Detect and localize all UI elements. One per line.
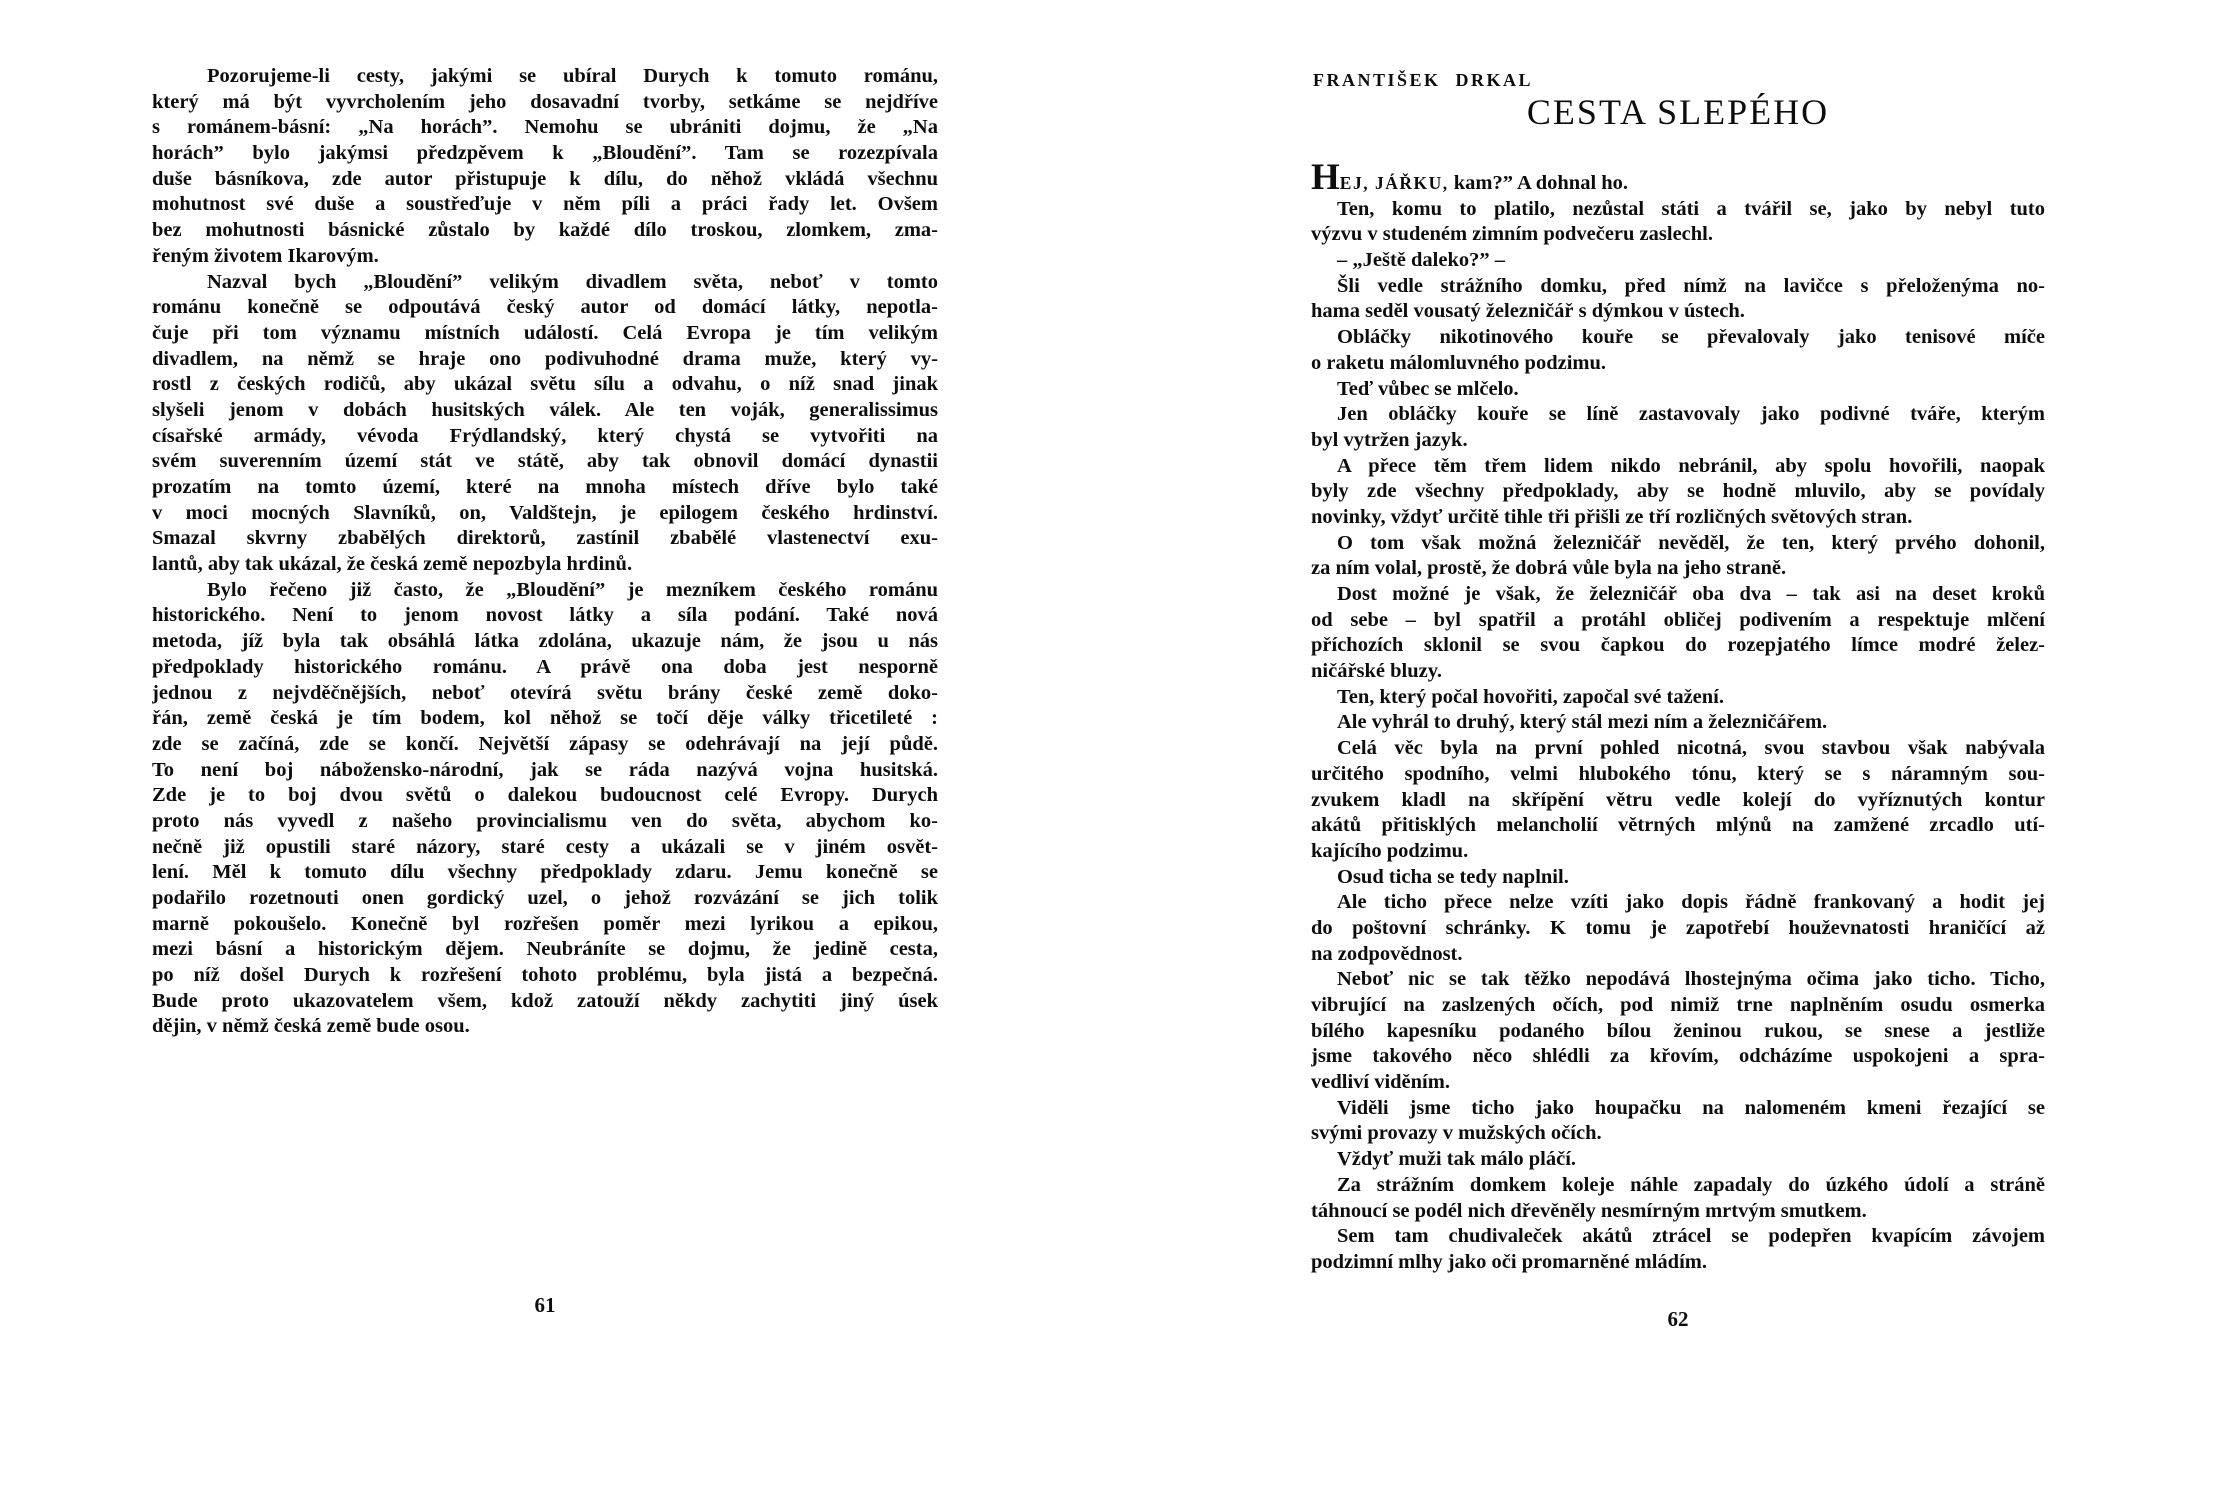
text-line: Sem tam chudivaleček akátů ztrácel se podepřen kvapícím závojem: [1337, 1225, 2045, 1248]
text-line: od sebe – byl spatřil a protáhl obličej podivením a respektuje mlčení: [1311, 608, 2045, 631]
text-line: čuje při tom významu místních událostí. Celá Evropa je tím velikým: [152, 321, 938, 344]
text-line: do poštovní schránky. K tomu je zapotřebí houževnatosti hraničící až: [1311, 916, 2045, 939]
text-line: Bylo řečeno již často, že „Bloudění” je mezníkem českého románu: [207, 578, 938, 601]
text-line: řeným životem Ikarovým.: [152, 244, 379, 267]
opening-initial-cap: H: [1311, 157, 1340, 198]
text-line: Neboť nic se tak těžko nepodává lhostejnýma očima jako ticho. Ticho,: [1337, 968, 2045, 991]
text-line: divadlem, na němž se hraje ono podivuhodné drama muže, který vy-: [152, 347, 938, 370]
left-page-text-column: [152, 64, 938, 1040]
text-line: O tom však možná železničář nevěděl, že ten, který prvého dohonil,: [1337, 531, 2045, 554]
text-line: A přece těm třem lidem nikdo nebránil, aby spolu hovořili, naopak: [1337, 454, 2045, 477]
story-opening-line: [1311, 157, 2045, 198]
text-line: Bude proto ukazovatelem všem, kdož zatouží někdy zachytiti jiný úsek: [152, 989, 938, 1012]
text-line: výzvu v studeném zimním podvečeru zaslechl.: [1311, 223, 1713, 246]
text-line: Obláčky nikotinového kouře se převalovaly jako tenisové míče: [1337, 326, 2045, 349]
text-line: lantů, aby tak ukázal, že česká země nepozbyla hrdinů.: [152, 553, 633, 576]
text-line: vibrující na zaslzených očích, pod nimiž trne naplněním osudu osmerka: [1311, 994, 2045, 1016]
text-line: svém suverenním území stát ve státě, aby tak obnovil domácí dynastii: [152, 450, 938, 473]
text-line: proto nás vyvedl z našeho provincialismu ven do světa, abychom ko-: [152, 809, 938, 832]
text-line: v moci mocných Slavníků, on, Valdštejn, je epilogem českého hrdinství.: [152, 501, 938, 524]
text-line: Šli vedle strážního domku, před nímž na lavičce s přeloženýma no-: [1337, 274, 2045, 297]
text-line: mohutnost své duše a soustřeďuje v něm píli a práci řady let. Ovšem: [152, 193, 938, 216]
text-line: zde se začíná, zde se končí. Největší zápasy se odehrávají na její půdě.: [152, 732, 938, 755]
opening-small-caps: EJ, JÁŘKU,: [1339, 173, 1449, 193]
text-line: svými provazy v mužských očích.: [1311, 1122, 1602, 1145]
right-page-lines: [1311, 197, 2045, 1276]
text-line: Ale vyhrál to druhý, který stál mezi ním a železničářem.: [1337, 711, 1828, 734]
right-page-number: 62: [1667, 1307, 1689, 1331]
text-line: novinky, vždyť určitě tihle tři přišli ze tří rozličných světových stran.: [1311, 505, 1913, 528]
text-line: Osud ticha se tedy naplnil.: [1337, 865, 1569, 888]
text-line: o raketu málomluvného podzimu.: [1311, 351, 1606, 374]
text-line: táhnoucí se podél nich dřevěněly nesmírným mrtvým smutkem.: [1311, 1199, 1867, 1222]
text-line: jsme takového něco shlédli za křovím, odcházíme uspokojeni a spra-: [1311, 1045, 2045, 1068]
text-line: na zodpovědnost.: [1311, 942, 1463, 965]
text-line: císařské armády, vévoda Frýdlandský, který chystá se vytvořiti na: [152, 424, 938, 447]
text-line: Ten, komu to platilo, nezůstal státi a tvářil se, jako by nebyl tuto: [1337, 197, 2045, 220]
text-line: byl vytržen jazyk.: [1311, 428, 1468, 451]
text-line: marně pokoušelo. Konečně byl rozřešen poměr mezi lyrikou a epikou,: [152, 912, 938, 935]
text-line: akátů přitisklých melancholií větrných mlýnů na zamžené zrcadlo utí-: [1311, 814, 2045, 837]
text-line: Za strážním domkem koleje náhle zapadaly do úzkého údolí a stráně: [1337, 1173, 2045, 1196]
text-line: Vždyť muži tak málo pláčí.: [1337, 1148, 1577, 1171]
right-page-text-column: [1311, 157, 2045, 1276]
text-line: Celá věc byla na první pohled nicotná, svou stavbou však nabývala: [1337, 737, 2045, 760]
text-line: lení. Měl k tomuto dílu všechny předpoklady zdaru. Jemu konečně se: [152, 861, 938, 884]
text-line: příchozích sklonil se svou čapkou do rozepjatého límce modré želez-: [1311, 634, 2045, 657]
text-line: slyšeli jenom v dobách husitských válek. Ale ten voják, generalissimus: [152, 398, 938, 421]
text-line: duše básníkova, zde autor přistupuje k dílu, do něhož vkládá všechnu: [152, 167, 938, 190]
text-line: hama seděl vousatý železničář s dýmkou v ústech.: [1311, 300, 1745, 323]
text-line: za ním volal, prostě, že dobrá vůle byla na jeho straně.: [1311, 557, 1787, 580]
text-line: nečně již opustili staré názory, staré cesty a ukázali se v jiném osvět-: [152, 835, 938, 858]
text-line: Zde je to boj dvou světů o dalekou budoucnost celé Evropy. Durych: [152, 784, 938, 807]
text-line: rostl z českých rodičů, aby ukázal světu sílu a odvahu, o níž snad jinak: [152, 373, 938, 396]
text-line: románu konečně se odpoutává český autor od domácí látky, nepotla-: [152, 296, 938, 319]
text-line: Nazval bych „Bloudění” velikým divadlem světa, neboť v tomto: [207, 270, 938, 293]
text-line: byly zde všechny předpoklady, aby se hodně mluvilo, aby se povídaly: [1311, 480, 2045, 503]
text-line: ničářské bluzy.: [1311, 660, 1442, 683]
text-line: metoda, jíž byla tak obsáhlá látka zdolána, ukazuje nám, že jsou u nás: [152, 630, 938, 653]
text-line: který má být vyvrcholením jeho dosavadní tvorby, setkáme se nejdříve: [152, 90, 938, 113]
text-line: mezi básní a historickým dějem. Neubráníte se dojmu, že jedině cesta,: [152, 938, 938, 961]
text-line: vedliví viděním.: [1311, 1071, 1450, 1094]
text-line: podařilo rozetnouti onen gordický uzel, o jehož rozvázání se jich tolik: [152, 887, 938, 909]
author-running-head: FRANTIŠEK DRKAL: [1313, 70, 1534, 90]
text-line: Dost možné je však, že železničář oba dva – tak asi na deset kroků: [1337, 583, 2045, 605]
text-line: To není boj nábožensko-národní, jak se ráda nazývá vojna husitská.: [152, 758, 938, 781]
story-title: CESTA SLEPÉHO: [1526, 92, 1830, 132]
text-line: předpoklady historického románu. A právě ona doba jest nesporně: [152, 655, 938, 678]
text-line: Jen obláčky kouře se líně zastavovaly jako podivné tváře, kterým: [1337, 403, 2045, 426]
text-line: Ale ticho přece nelze vzíti jako dopis řádně frankovaný a hodit jej: [1337, 891, 2045, 914]
text-line: prozatím na tomto území, které na mnoha místech dříve bylo také: [152, 476, 938, 498]
text-line: určitého spodního, velmi hlubokého tónu, který se s náramným sou-: [1311, 762, 2045, 785]
left-page-number: 61: [534, 1293, 556, 1317]
text-line: horách” bylo jakýmsi předzpěvem k „Bloudění”. Tam se rozezpívala: [152, 142, 938, 165]
text-line: Smazal skvrny zbabělých direktorů, zastínil zbabělé vlastenectví exu-: [152, 527, 938, 550]
text-line: podzimní mlhy jako oči promarněné mládím.: [1311, 1250, 1707, 1273]
text-line: s románem-básní: „Na horách”. Nemohu se ubrániti dojmu, že „Na: [152, 116, 938, 139]
text-line: Teď vůbec se mlčelo.: [1337, 377, 1519, 400]
text-line: – „Ještě daleko?” –: [1337, 249, 1505, 272]
text-line: Ten, který počal hovořiti, započal své tažení.: [1337, 685, 1724, 708]
opening-rest: kam?” A dohnal ho.: [1453, 172, 1629, 194]
text-line: dějin, v němž česká země bude osou.: [152, 1015, 470, 1038]
text-line: jednou z nejvděčnějších, neboť otevírá světu brány české země doko-: [152, 681, 938, 704]
text-line: bez mohutnosti básnické zůstalo by každé dílo troskou, zlomkem, zma-: [152, 219, 938, 242]
text-line: kajícího podzimu.: [1311, 839, 1469, 862]
text-line: řán, země česká je tím bodem, kol něhož se točí děje války třicetileté :: [152, 707, 938, 730]
text-line: zvukem kladl na skřípění větru vedle kolejí do vyříznutých kontur: [1311, 788, 2045, 811]
text-line: Pozorujeme-li cesty, jakými se ubíral Durych k tomuto románu,: [207, 65, 938, 87]
text-line: Viděli jsme ticho jako houpačku na nalomeném kmeni řezající se: [1337, 1096, 2045, 1119]
text-line: historického. Není to jenom novost látky a síla podání. Také nová: [152, 604, 938, 627]
text-line: bílého kapesníku podaného bílou ženinou rukou, se snese a jestliže: [1311, 1019, 2045, 1042]
text-line: po níž došel Durych k rozřešení tohoto problému, byla jistá a bezpečná.: [152, 964, 938, 987]
